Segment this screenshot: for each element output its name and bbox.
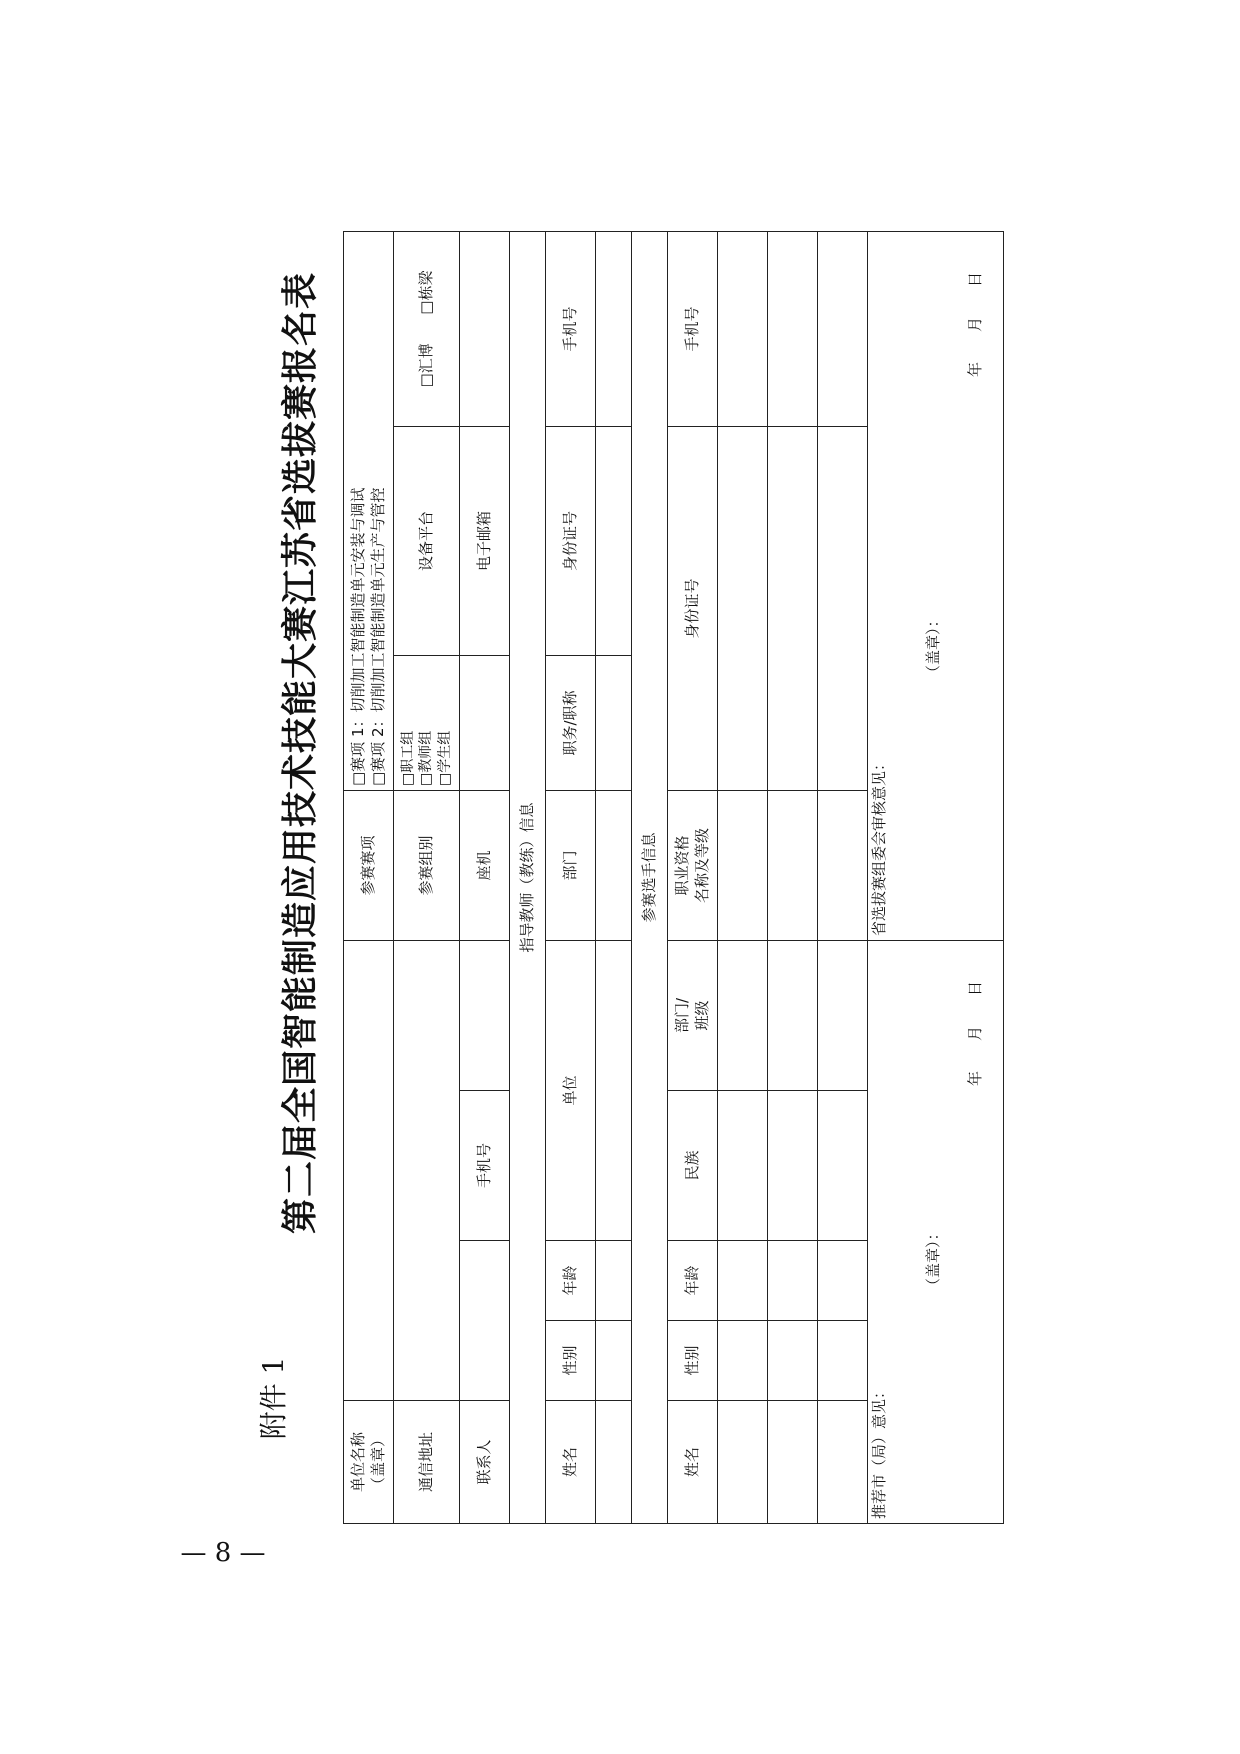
event-option-2[interactable]: □赛项 2：切削加工智能制造单元生产与管控 (368, 487, 387, 786)
event-option-1[interactable]: □赛项 1：切削加工智能制造单元安装与调试 (349, 487, 367, 786)
registration-table (343, 231, 1004, 1524)
recommend-opinion-label: 推荐市（局）意见： (870, 1383, 888, 1519)
coach-header-title: 职务/职称 (546, 656, 596, 791)
platform-options[interactable] (394, 232, 460, 427)
coach-id-cell[interactable] (596, 427, 632, 656)
attachment-label: 附件 1 (257, 1356, 290, 1440)
row-coach-headers (546, 232, 596, 1524)
coach-section-title: 指导教师（教练）信息 (510, 232, 546, 1524)
unit-name-label: 单位名称 （盖章） (344, 1401, 394, 1524)
group-option-student[interactable]: □学生组 (436, 730, 453, 786)
table-row (596, 232, 632, 1524)
recommend-opinion-cell[interactable] (868, 941, 1004, 1524)
contestant-2-id[interactable] (768, 427, 818, 791)
row-unit (344, 232, 394, 1524)
mobile-value[interactable] (460, 941, 510, 1091)
contestant-header-dept: 部门/ 班级 (668, 941, 718, 1091)
form-title: 第二届全国智能制造应用技术技能大赛江苏省选拔赛报名表 (279, 272, 321, 1235)
coach-gender-cell[interactable] (596, 1321, 632, 1401)
row-contestant-headers (668, 232, 718, 1524)
contestant-2-qualification[interactable] (768, 791, 818, 941)
address-label: 通信地址 (394, 1401, 460, 1524)
event-options[interactable] (344, 232, 394, 791)
contestant-2-age[interactable] (768, 1241, 818, 1321)
contestant-header-name: 姓名 (668, 1401, 718, 1524)
contestant-1-age[interactable] (718, 1241, 768, 1321)
table-row (818, 232, 868, 1524)
contestant-3-age[interactable] (818, 1241, 868, 1321)
recommend-seal-label: （盖章）： (923, 1225, 942, 1293)
contestant-header-ethnicity: 民族 (668, 1091, 718, 1241)
contestant-section-title: 参赛选手信息 (632, 232, 668, 1524)
mobile-label: 手机号 (460, 1091, 510, 1241)
committee-date-label: 年 月 日 (965, 272, 984, 378)
coach-header-name: 姓名 (546, 1401, 596, 1524)
contestant-header-age: 年龄 (668, 1241, 718, 1321)
contestant-3-qualification[interactable] (818, 791, 868, 941)
contestant-1-dept[interactable] (718, 941, 768, 1091)
row-coach-section (510, 232, 546, 1524)
contestant-2-gender[interactable] (768, 1321, 818, 1401)
committee-opinion-cell[interactable] (868, 232, 1004, 941)
registration-table-wrapper (343, 232, 1003, 1524)
recommend-date-label: 年 月 日 (965, 981, 984, 1087)
row-contact (460, 232, 510, 1524)
contestant-3-mobile[interactable] (818, 232, 868, 427)
unit-name-value[interactable] (344, 941, 394, 1401)
coach-header-mobile: 手机号 (546, 232, 596, 427)
contestant-header-id: 身份证号 (668, 427, 718, 791)
table-row (718, 232, 768, 1524)
contestant-1-id[interactable] (718, 427, 768, 791)
platform-label: 设备平台 (394, 427, 460, 656)
coach-dept-cell[interactable] (596, 791, 632, 941)
coach-header-age: 年龄 (546, 1241, 596, 1321)
landline-label: 座机 (460, 791, 510, 941)
address-value[interactable] (394, 941, 460, 1401)
contestant-2-ethnicity[interactable] (768, 1091, 818, 1241)
group-label: 参赛组别 (394, 791, 460, 941)
coach-age-cell[interactable] (596, 1241, 632, 1321)
coach-unit-cell[interactable] (596, 941, 632, 1241)
platform-option-dongliang[interactable]: □栋梁 (416, 270, 435, 315)
group-options[interactable] (394, 656, 460, 791)
coach-header-id: 身份证号 (546, 427, 596, 656)
contestant-1-name[interactable] (718, 1401, 768, 1524)
contact-label: 联系人 (460, 1401, 510, 1524)
committee-opinion-label: 省选拔赛组委会审核意见： (870, 755, 888, 936)
contestant-header-gender: 性别 (668, 1321, 718, 1401)
email-value[interactable] (460, 232, 510, 427)
row-contestant-section (632, 232, 668, 1524)
group-option-teacher[interactable]: □教师组 (418, 730, 435, 786)
row-address (394, 232, 460, 1524)
contestant-3-dept[interactable] (818, 941, 868, 1091)
landline-value[interactable] (460, 656, 510, 791)
contestant-2-mobile[interactable] (768, 232, 818, 427)
contestant-header-mobile: 手机号 (668, 232, 718, 427)
contestant-2-dept[interactable] (768, 941, 818, 1091)
contestant-3-ethnicity[interactable] (818, 1091, 868, 1241)
contestant-1-gender[interactable] (718, 1321, 768, 1401)
coach-title-cell[interactable] (596, 656, 632, 791)
contact-value[interactable] (460, 1241, 510, 1401)
coach-mobile-cell[interactable] (596, 232, 632, 427)
contestant-2-name[interactable] (768, 1401, 818, 1524)
email-label: 电子邮箱 (460, 427, 510, 656)
coach-header-dept: 部门 (546, 791, 596, 941)
coach-name-cell[interactable] (596, 1401, 632, 1524)
contestant-3-name[interactable] (818, 1401, 868, 1524)
contestant-header-qualification: 职业资格 名称及等级 (668, 791, 718, 941)
row-opinions (868, 232, 1004, 1524)
table-row (768, 232, 818, 1524)
contestant-1-mobile[interactable] (718, 232, 768, 427)
platform-option-huibo[interactable]: □汇博 (416, 343, 435, 388)
committee-seal-label: （盖章）： (923, 612, 942, 680)
coach-header-gender: 性别 (546, 1321, 596, 1401)
contestant-1-ethnicity[interactable] (718, 1091, 768, 1241)
contestant-3-id[interactable] (818, 427, 868, 791)
group-option-staff[interactable]: □职工组 (400, 730, 417, 786)
page-number: — 8 — (180, 1538, 266, 1568)
coach-header-unit: 单位 (546, 941, 596, 1241)
event-label: 参赛赛项 (344, 791, 394, 941)
contestant-1-qualification[interactable] (718, 791, 768, 941)
contestant-3-gender[interactable] (818, 1321, 868, 1401)
